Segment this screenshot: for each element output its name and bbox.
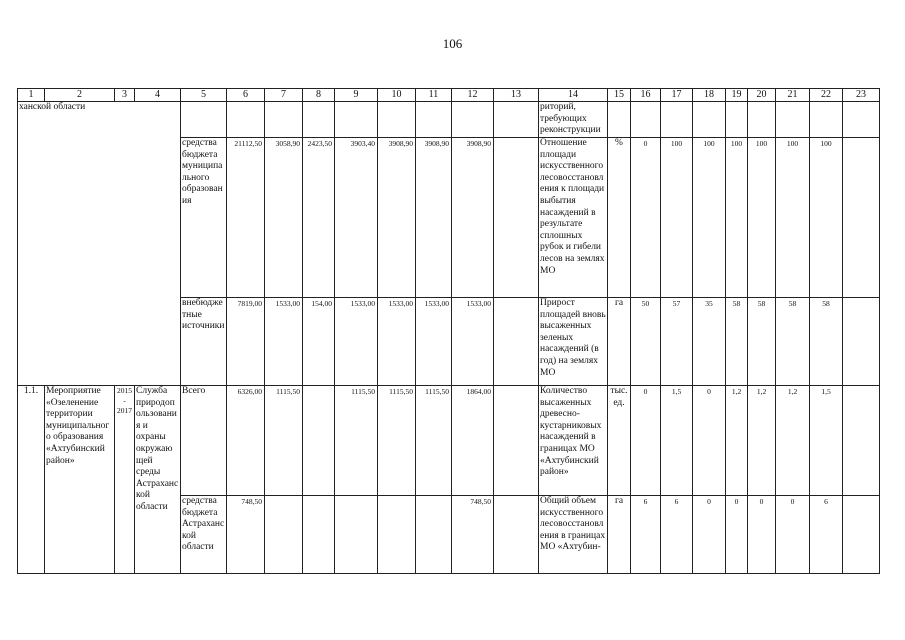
amount-cell: 1115,50 bbox=[265, 386, 303, 496]
amount-cell bbox=[227, 102, 265, 138]
target-cell: 0 bbox=[631, 386, 661, 496]
target-cell: 35 bbox=[693, 298, 726, 386]
measure-name: Мероприятие «Озеленение территории муниципального образования «Ахтубинский район» bbox=[45, 386, 115, 574]
program-table bbox=[17, 88, 880, 574]
target-cell: 57 bbox=[661, 298, 693, 386]
amount-cell: 6326,00 bbox=[227, 386, 265, 496]
col-header: 5 bbox=[181, 89, 227, 102]
amount-cell bbox=[265, 102, 303, 138]
funding-source-cell: средства бюджета муниципального образования bbox=[181, 138, 227, 298]
year-to: 2017 bbox=[117, 406, 132, 415]
target-cell: 6 bbox=[631, 496, 661, 574]
amount-cell bbox=[378, 496, 416, 574]
col-header: 4 bbox=[135, 89, 181, 102]
amount-cell bbox=[303, 386, 335, 496]
col-header: 3 bbox=[115, 89, 135, 102]
target-cell bbox=[748, 102, 776, 138]
empty-cell bbox=[843, 496, 880, 574]
col-header: 12 bbox=[452, 89, 494, 102]
target-cell: 1,2 bbox=[776, 386, 810, 496]
amount-cell bbox=[335, 496, 378, 574]
unit-cell: тыс. ед. bbox=[608, 386, 631, 496]
col-header: 6 bbox=[227, 89, 265, 102]
amount-cell bbox=[303, 102, 335, 138]
target-cell bbox=[726, 102, 748, 138]
target-cell: 0 bbox=[631, 138, 661, 298]
amount-cell bbox=[335, 102, 378, 138]
col-header: 15 bbox=[608, 89, 631, 102]
target-cell bbox=[810, 102, 843, 138]
region-continuation-cell: ханской области bbox=[18, 102, 181, 386]
col-header: 22 bbox=[810, 89, 843, 102]
amount-cell: 1115,50 bbox=[416, 386, 452, 496]
col-header: 2 bbox=[45, 89, 115, 102]
target-cell: 0 bbox=[726, 496, 748, 574]
funding-source-cell: Всего bbox=[181, 386, 227, 496]
col-header: 18 bbox=[693, 89, 726, 102]
funding-source-cell bbox=[181, 102, 227, 138]
amount-cell: 3908,90 bbox=[416, 138, 452, 298]
target-cell: 50 bbox=[631, 298, 661, 386]
amount-cell: 1533,00 bbox=[416, 298, 452, 386]
empty-cell bbox=[494, 298, 539, 386]
amount-cell: 3908,90 bbox=[452, 138, 494, 298]
target-cell: 58 bbox=[748, 298, 776, 386]
col-header: 20 bbox=[748, 89, 776, 102]
target-cell: 100 bbox=[726, 138, 748, 298]
measure-executor: Служба природопользования и охраны окружающей среды Астраханской области bbox=[135, 386, 181, 574]
unit-cell: га bbox=[608, 496, 631, 574]
amount-cell: 2423,50 bbox=[303, 138, 335, 298]
year-dash: - bbox=[123, 396, 126, 405]
empty-cell bbox=[494, 102, 539, 138]
year-from: 2015 bbox=[117, 386, 132, 395]
amount-cell: 1533,00 bbox=[335, 298, 378, 386]
target-cell bbox=[631, 102, 661, 138]
empty-cell bbox=[494, 386, 539, 496]
amount-cell: 1533,00 bbox=[378, 298, 416, 386]
amount-cell: 3058,90 bbox=[265, 138, 303, 298]
empty-cell bbox=[843, 386, 880, 496]
indicator-cell: Общий объем искусственного лесовосстановления в границах МО «Ахтубин- bbox=[539, 496, 608, 574]
amount-cell: 748,50 bbox=[452, 496, 494, 574]
target-cell: 6 bbox=[810, 496, 843, 574]
amount-cell: 1533,00 bbox=[265, 298, 303, 386]
amount-cell: 154,00 bbox=[303, 298, 335, 386]
amount-cell: 1533,00 bbox=[452, 298, 494, 386]
target-cell: 100 bbox=[661, 138, 693, 298]
target-cell: 0 bbox=[776, 496, 810, 574]
empty-cell bbox=[843, 138, 880, 298]
amount-cell bbox=[378, 102, 416, 138]
amount-cell: 1864,00 bbox=[452, 386, 494, 496]
amount-cell: 7819,00 bbox=[227, 298, 265, 386]
measure-number: 1.1. bbox=[18, 386, 45, 574]
target-cell: 100 bbox=[776, 138, 810, 298]
col-header: 21 bbox=[776, 89, 810, 102]
target-cell: 0 bbox=[693, 496, 726, 574]
amount-cell bbox=[452, 102, 494, 138]
col-header: 23 bbox=[843, 89, 880, 102]
amount-cell: 21112,50 bbox=[227, 138, 265, 298]
indicator-cell: Прирост площадей вновь высаженных зеленых насаждений (в год) на землях МО bbox=[539, 298, 608, 386]
col-header: 1 bbox=[18, 89, 45, 102]
amount-cell bbox=[265, 496, 303, 574]
col-header: 8 bbox=[303, 89, 335, 102]
indicator-cell: риторий, требующих реконструкции bbox=[539, 102, 608, 138]
target-cell: 58 bbox=[810, 298, 843, 386]
amount-cell: 3908,90 bbox=[378, 138, 416, 298]
target-cell: 58 bbox=[726, 298, 748, 386]
col-header: 9 bbox=[335, 89, 378, 102]
page-number: 106 bbox=[442, 36, 463, 51]
target-cell: 100 bbox=[810, 138, 843, 298]
funding-source-cell: внебюджетные источники bbox=[181, 298, 227, 386]
amount-cell bbox=[416, 496, 452, 574]
empty-cell bbox=[843, 102, 880, 138]
amount-cell: 3903,40 bbox=[335, 138, 378, 298]
col-header: 11 bbox=[416, 89, 452, 102]
col-header: 17 bbox=[661, 89, 693, 102]
table-row bbox=[18, 102, 880, 138]
target-cell bbox=[776, 102, 810, 138]
target-cell: 100 bbox=[693, 138, 726, 298]
target-cell bbox=[661, 102, 693, 138]
indicator-cell: Отношение площади искусственного лесовосстановления к площади выбытия насаждений в результате сплошных рубок и гибели лесов на землях МО bbox=[539, 138, 608, 298]
target-cell: 0 bbox=[693, 386, 726, 496]
empty-cell bbox=[494, 496, 539, 574]
target-cell: 1,2 bbox=[726, 386, 748, 496]
empty-cell bbox=[494, 138, 539, 298]
col-header: 10 bbox=[378, 89, 416, 102]
col-header: 16 bbox=[631, 89, 661, 102]
amount-cell: 1115,50 bbox=[335, 386, 378, 496]
target-cell: 1,2 bbox=[748, 386, 776, 496]
target-cell: 58 bbox=[776, 298, 810, 386]
unit-cell: % bbox=[608, 138, 631, 298]
measure-years bbox=[115, 386, 135, 574]
target-cell: 100 bbox=[748, 138, 776, 298]
target-cell bbox=[693, 102, 726, 138]
amount-cell: 1115,50 bbox=[378, 386, 416, 496]
amount-cell bbox=[416, 102, 452, 138]
table-row bbox=[18, 386, 880, 496]
col-header: 7 bbox=[265, 89, 303, 102]
col-header: 13 bbox=[494, 89, 539, 102]
target-cell: 0 bbox=[748, 496, 776, 574]
col-header: 19 bbox=[726, 89, 748, 102]
amount-cell bbox=[303, 496, 335, 574]
amount-cell: 748,50 bbox=[227, 496, 265, 574]
target-cell: 1,5 bbox=[810, 386, 843, 496]
column-number-row bbox=[18, 89, 880, 102]
target-cell: 1,5 bbox=[661, 386, 693, 496]
funding-source-cell: средства бюджета Астраханской области bbox=[181, 496, 227, 574]
unit-cell bbox=[608, 102, 631, 138]
unit-cell: га bbox=[608, 298, 631, 386]
col-header: 14 bbox=[539, 89, 608, 102]
target-cell: 6 bbox=[661, 496, 693, 574]
empty-cell bbox=[843, 298, 880, 386]
indicator-cell: Количество высаженных древесно-кустарниковых насаждений в границах МО «Ахтубинский район» bbox=[539, 386, 608, 496]
